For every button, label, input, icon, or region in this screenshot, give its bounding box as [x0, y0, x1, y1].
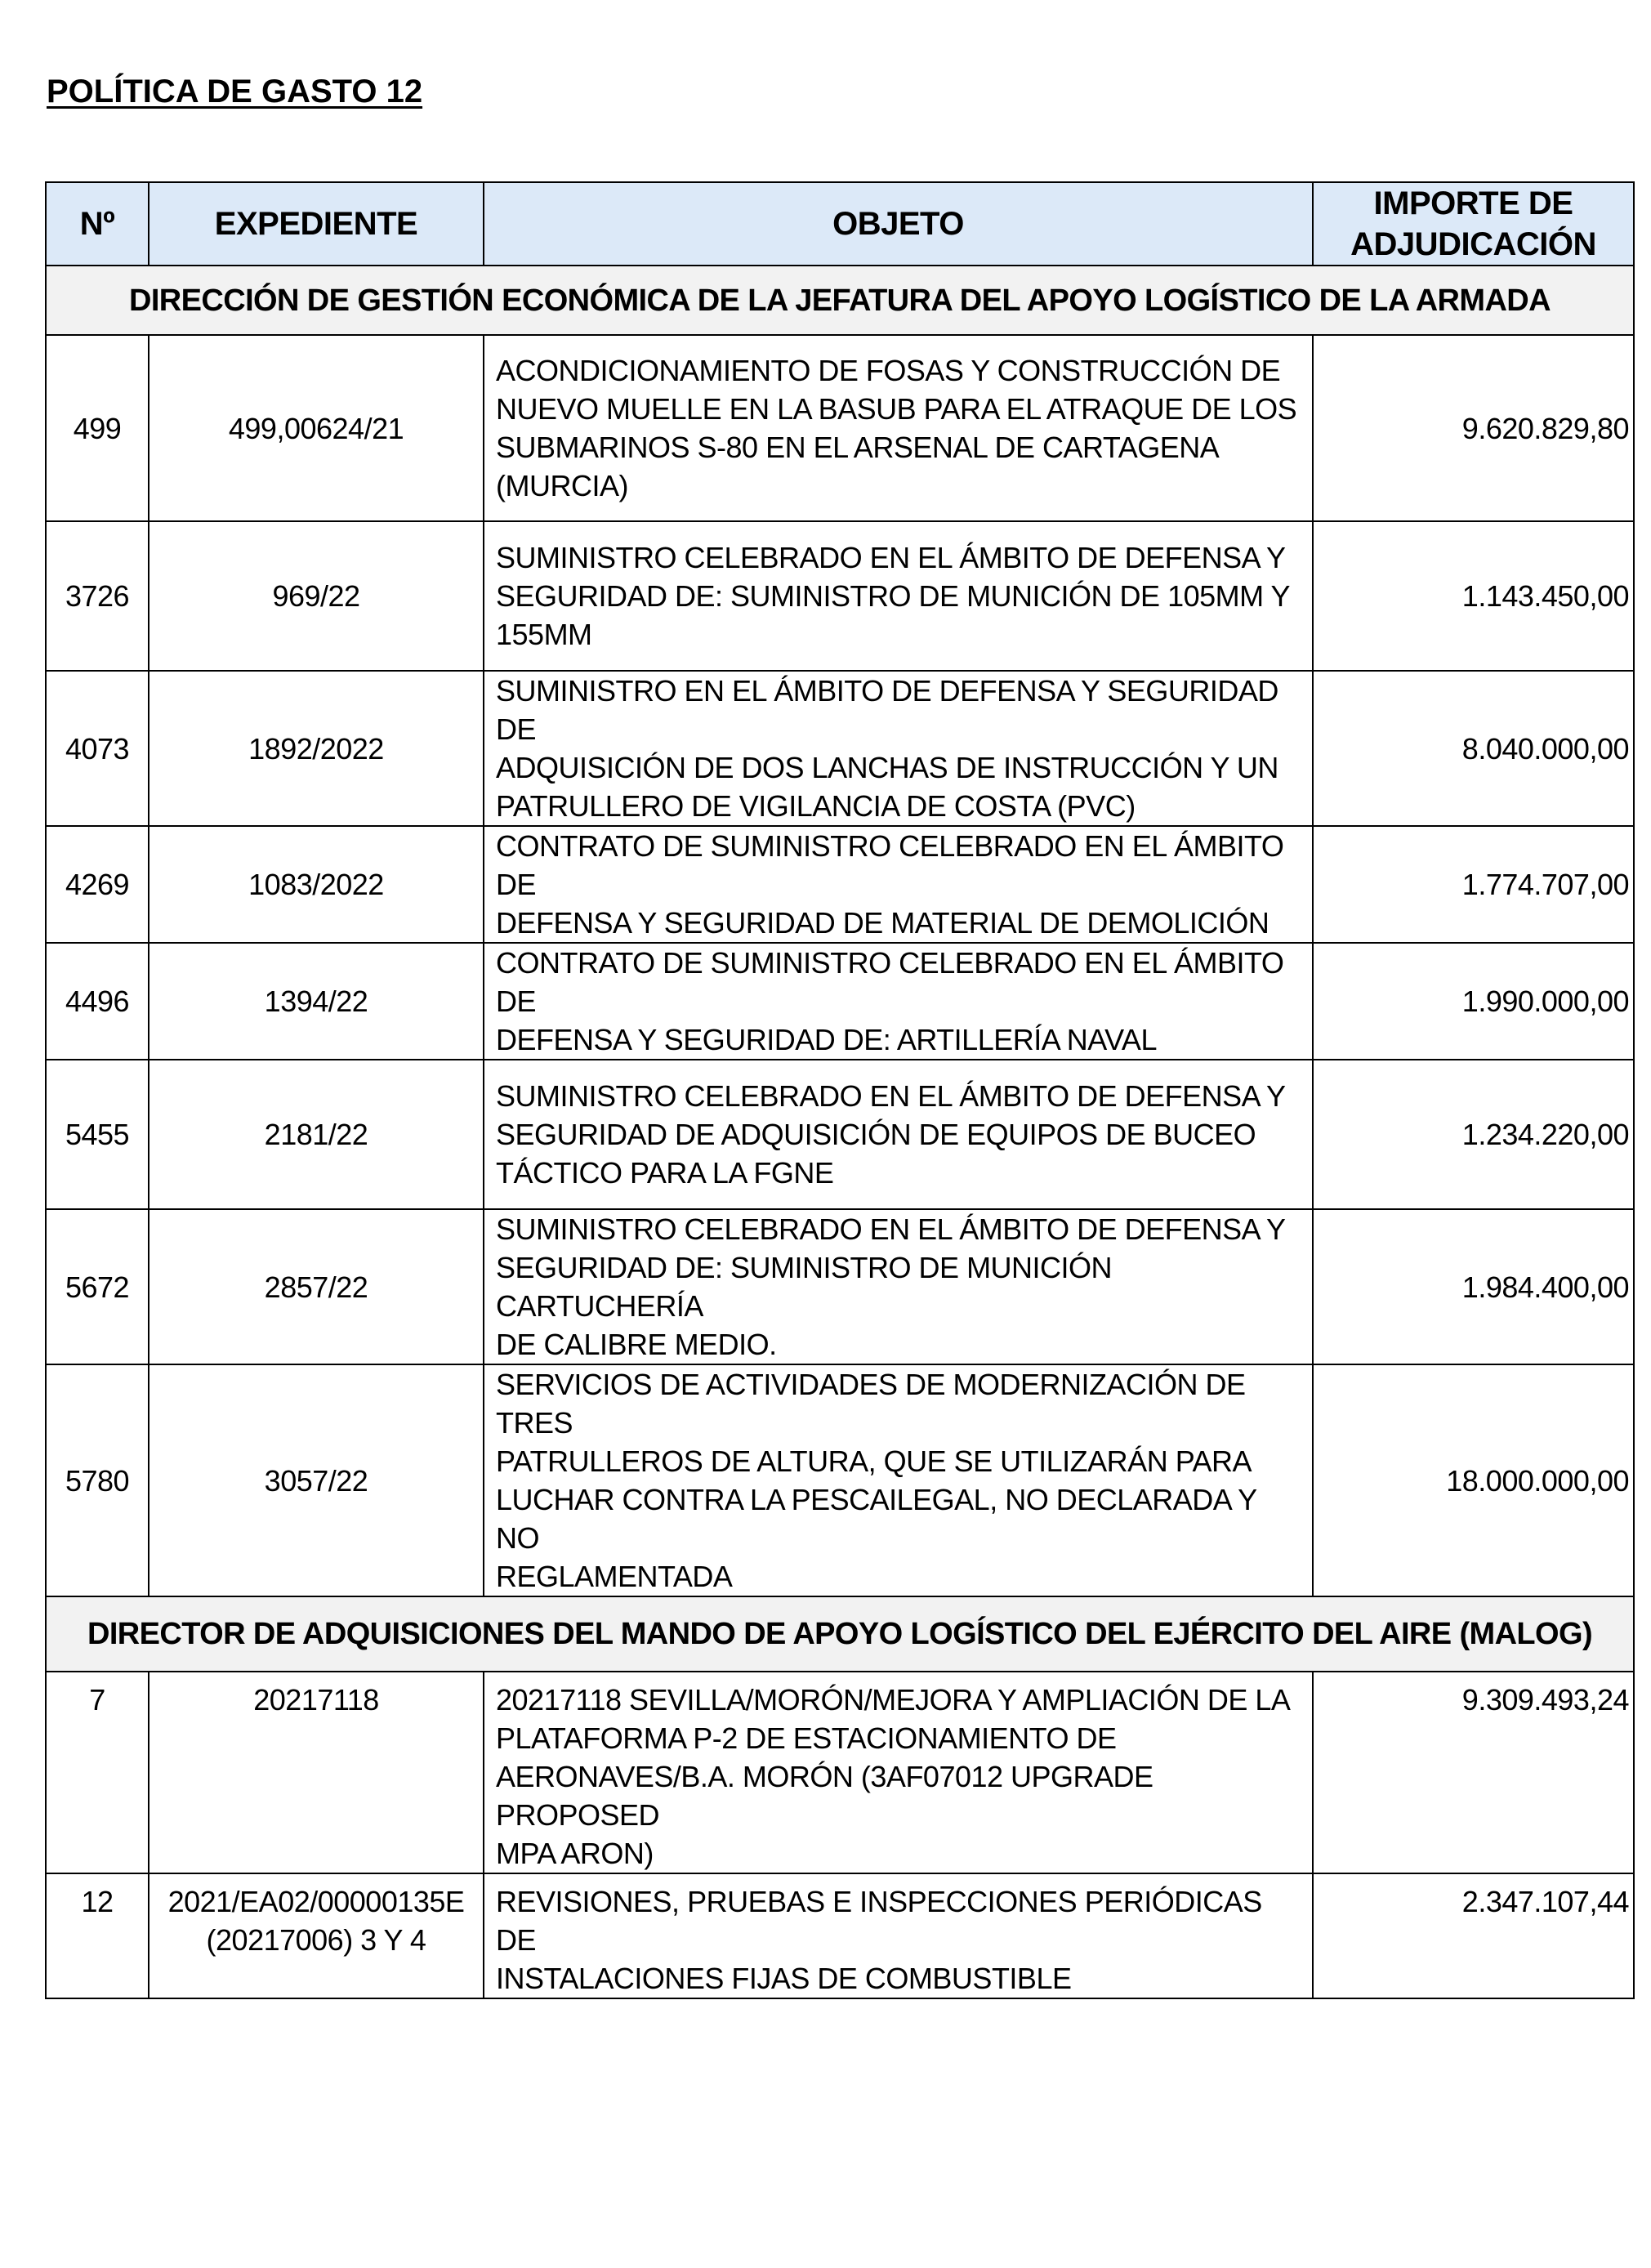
cell-objeto [484, 1672, 1313, 1873]
cell-objeto [484, 521, 1313, 671]
cell-num: 3726 [46, 521, 149, 671]
cell-importe: 1.143.450,00 [1313, 521, 1634, 671]
cell-num: 499 [46, 335, 149, 521]
expediente-line: 20217118 [253, 1683, 379, 1717]
cell-objeto [484, 1060, 1313, 1209]
objeto-line: AERONAVES/B.A. MORÓN (3AF07012 UPGRADE PROPOSED [496, 1760, 1153, 1832]
cell-num: 5672 [46, 1209, 149, 1364]
objeto-line: NUEVO MUELLE EN LA BASUB PARA EL ATRAQUE DE LOS [496, 392, 1297, 426]
cell-num: 5455 [46, 1060, 149, 1209]
objeto-line: SUMINISTRO CELEBRADO EN EL ÁMBITO DE DEFENSA Y [496, 1079, 1286, 1113]
cell-objeto [484, 1364, 1313, 1596]
cell-objeto [484, 1209, 1313, 1364]
header-expediente: EXPEDIENTE [149, 182, 484, 266]
cell-importe: 1.990.000,00 [1313, 943, 1634, 1060]
objeto-line: DE CALIBRE MEDIO. [496, 1328, 777, 1361]
table-row [46, 1209, 1634, 1364]
table-row [46, 1672, 1634, 1873]
objeto-line: ACONDICIONAMIENTO DE FOSAS Y CONSTRUCCIÓN DE [496, 354, 1281, 387]
objeto-line: CONTRATO DE SUMINISTRO CELEBRADO EN EL ÁMBITO DE [496, 946, 1284, 1018]
cell-expediente: 2857/22 [149, 1209, 484, 1364]
objeto-line: SEGURIDAD DE: SUMINISTRO DE MUNICIÓN DE 105MM Y [496, 579, 1290, 613]
cell-num: 4496 [46, 943, 149, 1060]
objeto-line: SUMINISTRO EN EL ÁMBITO DE DEFENSA Y SEGURIDAD DE [496, 674, 1278, 746]
header-objeto: OBJETO [484, 182, 1313, 266]
cell-importe: 1.234.220,00 [1313, 1060, 1634, 1209]
cell-importe: 2.347.107,44 [1313, 1873, 1634, 1998]
objeto-line: PLATAFORMA P-2 DE ESTACIONAMIENTO DE [496, 1721, 1117, 1755]
section-title-malog: DIRECTOR DE ADQUISICIONES DEL MANDO DE APOYO LOGÍSTICO DEL EJÉRCITO DEL AIRE (MALOG) [46, 1596, 1634, 1672]
table-row [46, 335, 1634, 521]
cell-num: 5780 [46, 1364, 149, 1596]
cell-objeto [484, 335, 1313, 521]
objeto-line: PATRULLERO DE VIGILANCIA DE COSTA (PVC) [496, 789, 1136, 823]
section-title-armada: DIRECCIÓN DE GESTIÓN ECONÓMICA DE LA JEFATURA DEL APOYO LOGÍSTICO DE LA ARMADA [46, 266, 1634, 335]
header-importe-line1: IMPORTE DE [1373, 185, 1573, 221]
cell-importe: 18.000.000,00 [1313, 1364, 1634, 1596]
page-title: POLÍTICA DE GASTO 12 [47, 74, 423, 109]
objeto-line: 20217118 SEVILLA/MORÓN/MEJORA Y AMPLIACIÓN DE LA [496, 1683, 1291, 1717]
objeto-line: ADQUISICIÓN DE DOS LANCHAS DE INSTRUCCIÓN Y UN [496, 751, 1278, 784]
cell-expediente: 1083/2022 [149, 826, 484, 943]
cell-expediente [149, 1672, 484, 1873]
cell-importe: 9.309.493,24 [1313, 1672, 1634, 1873]
header-importe [1313, 182, 1634, 266]
table-row [46, 943, 1634, 1060]
cell-expediente: 499,00624/21 [149, 335, 484, 521]
table-row [46, 826, 1634, 943]
objeto-line: 155MM [496, 618, 592, 651]
objeto-line: SUBMARINOS S-80 EN EL ARSENAL DE CARTAGENA [496, 431, 1220, 464]
objeto-line: SUMINISTRO CELEBRADO EN EL ÁMBITO DE DEFENSA Y [496, 541, 1286, 574]
objeto-line: REGLAMENTADA [496, 1560, 733, 1593]
table-row [46, 1364, 1634, 1596]
table-row [46, 1060, 1634, 1209]
table-header-row [46, 182, 1634, 266]
expediente-line: 2021/EA02/00000135E [167, 1885, 465, 1918]
cell-importe: 1.774.707,00 [1313, 826, 1634, 943]
objeto-line: DEFENSA Y SEGURIDAD DE: ARTILLERÍA NAVAL [496, 1023, 1157, 1056]
cell-expediente [149, 1873, 484, 1998]
objeto-line: DEFENSA Y SEGURIDAD DE MATERIAL DE DEMOLICIÓN [496, 906, 1269, 940]
objeto-line: SEGURIDAD DE ADQUISICIÓN DE EQUIPOS DE BUCEO [496, 1118, 1256, 1151]
cell-num: 12 [46, 1873, 149, 1998]
objeto-line: MPA ARON) [496, 1837, 654, 1870]
cell-importe: 9.620.829,80 [1313, 335, 1634, 521]
cell-importe: 1.984.400,00 [1313, 1209, 1634, 1364]
cell-objeto [484, 826, 1313, 943]
cell-objeto [484, 1873, 1313, 1998]
objeto-line: SUMINISTRO CELEBRADO EN EL ÁMBITO DE DEFENSA Y [496, 1212, 1286, 1246]
cell-expediente: 1892/2022 [149, 671, 484, 826]
objeto-line: LUCHAR CONTRA LA PESCAILEGAL, NO DECLARADA Y NO [496, 1483, 1256, 1555]
table-row [46, 1873, 1634, 1998]
objeto-line: CONTRATO DE SUMINISTRO CELEBRADO EN EL ÁMBITO DE [496, 829, 1284, 901]
objeto-line: INSTALACIONES FIJAS DE COMBUSTIBLE [496, 1962, 1072, 1995]
cell-expediente: 969/22 [149, 521, 484, 671]
objeto-line: TÁCTICO PARA LA FGNE [496, 1156, 834, 1190]
table-row [46, 671, 1634, 826]
header-num: Nº [46, 182, 149, 266]
cell-objeto [484, 671, 1313, 826]
objeto-line: PATRULLEROS DE ALTURA, QUE SE UTILIZARÁN PARA [496, 1444, 1252, 1478]
section-header-row [46, 266, 1634, 335]
cell-importe: 8.040.000,00 [1313, 671, 1634, 826]
table-row [46, 521, 1634, 671]
cell-expediente: 3057/22 [149, 1364, 484, 1596]
cell-expediente: 2181/22 [149, 1060, 484, 1209]
cell-num: 4269 [46, 826, 149, 943]
cell-num: 4073 [46, 671, 149, 826]
objeto-line: SEGURIDAD DE: SUMINISTRO DE MUNICIÓN CARTUCHERÍA [496, 1251, 1113, 1323]
objeto-line: REVISIONES, PRUEBAS E INSPECCIONES PERIÓDICAS DE [496, 1885, 1262, 1957]
cell-expediente: 1394/22 [149, 943, 484, 1060]
cell-objeto [484, 943, 1313, 1060]
header-importe-line2: ADJUDICACIÓN [1350, 226, 1596, 262]
objeto-line: SERVICIOS DE ACTIVIDADES DE MODERNIZACIÓN DE TRES [496, 1368, 1246, 1440]
expediente-line: (20217006) 3 Y 4 [206, 1923, 426, 1957]
contracts-table [45, 181, 1635, 1999]
section-header-row [46, 1596, 1634, 1672]
objeto-line: (MURCIA) [496, 469, 628, 502]
cell-num: 7 [46, 1672, 149, 1873]
